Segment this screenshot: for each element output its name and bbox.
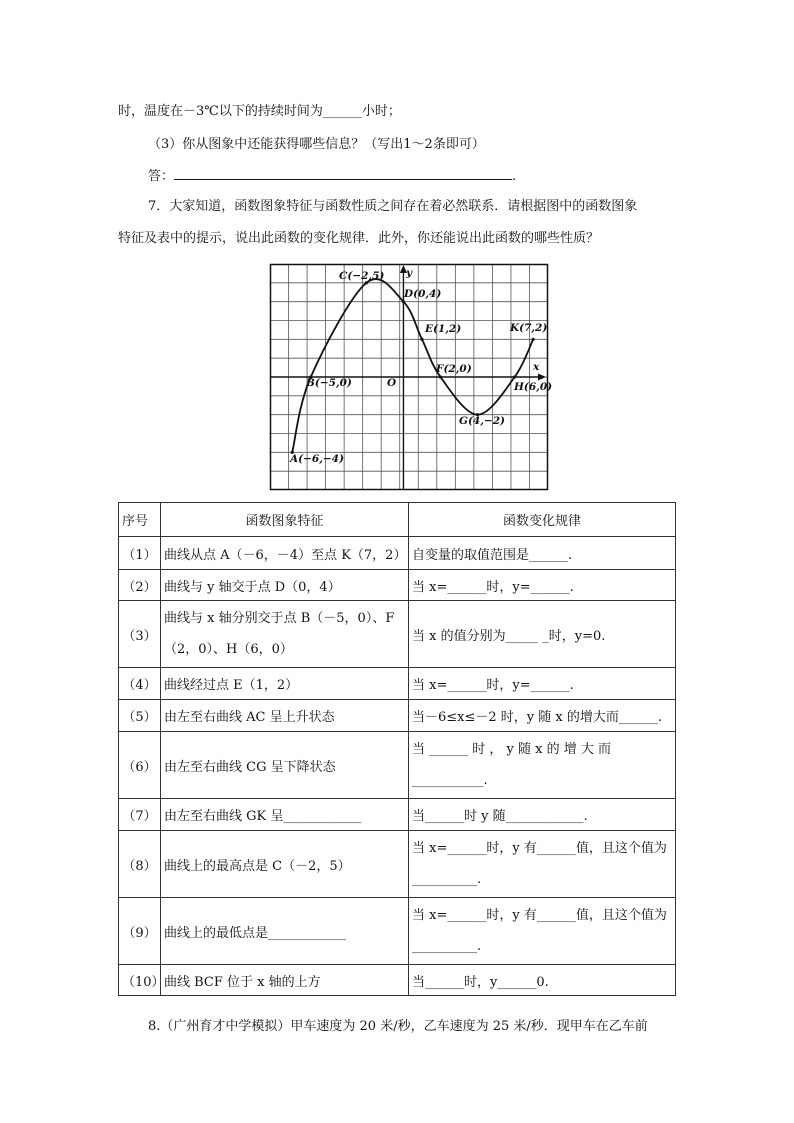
answer-label: 答： [148,169,175,184]
table-row [119,732,676,799]
label-A: A(−6,−4) [290,453,344,465]
point-F [439,375,442,378]
row-number: （4） [119,668,161,700]
row-rule[interactable]: 当______时 y 随____________. [409,799,676,831]
q7-text-line2: 特征及表中的提示，说出此函数的变化规律．此外，你还能说出此函数的哪些性质？ [118,231,600,246]
row-rule[interactable]: 当 x=______时，y=______. [409,570,676,601]
y-axis-label: y [406,267,413,279]
row-feature: 由左至右曲线 AC 呈上升状态 [161,700,409,732]
row-feature: 曲线从点 A（－6，－4）至点 K（7，2） [161,537,409,570]
row-feature: 由左至右曲线 CG 呈下降状态 [161,732,409,799]
row-number: （9） [119,898,161,965]
function-graph [270,264,553,490]
row-number: （6） [119,732,161,799]
label-G: G(4,−2) [459,415,505,427]
label-O: O [387,377,397,389]
table-row [119,601,676,668]
row-number: （3） [119,601,161,668]
q7-text-line1: 7．大家知道，函数图象特征与函数性质之间存在着必然联系．请根据图中的函数图象 [148,199,638,214]
label-F: F(2,0) [436,363,472,375]
table-row [119,570,676,601]
point-H [513,375,516,378]
row-number: （7） [119,799,161,831]
table-row [119,831,676,898]
row-rule[interactable]: 当 x 的值分别为_____ _时，y=0. [409,601,676,668]
table-row [119,965,676,996]
row-rule[interactable]: 当 ______ 时 ， y 随 x 的 增 大 而 ___________. [409,732,676,799]
label-E: E(1,2) [425,323,462,335]
answer-blank[interactable] [174,167,512,180]
row-number: （10） [119,965,161,996]
header-feature: 函数图象特征 [161,503,409,537]
row-rule[interactable]: 自变量的取值范围是______. [409,537,676,570]
row-number: （8） [119,831,161,898]
label-K: K(7,2) [510,322,548,334]
label-D: D(0,4) [404,288,442,300]
row-rule[interactable]: 当 x=______时，y=______. [409,668,676,700]
table-row [119,537,676,570]
row-rule[interactable]: 当 x=______时，y 有______值，且这个值为__________. [409,898,676,965]
row-feature: 曲线与 y 轴交于点 D（0，4） [161,570,409,601]
q6-part3: （3）你从图象中还能获得哪些信息？（写出1～2条即可） [148,137,485,152]
table-row [119,668,676,700]
row-feature: 曲线与 x 轴分别交于点 B（－5，0）、F（2，0）、H（6，0） [161,601,409,668]
row-feature[interactable]: 由左至右曲线 GK 呈____________ [161,799,409,831]
q8-text-line1: 8.（广州育才中学模拟）甲车速度为 20 米/秒，乙车速度为 25 米/秒．现甲车在乙车前 [148,1019,648,1034]
q6-answer-line: 答： . [148,169,517,184]
x-axis-label: x [533,361,540,373]
table-row [119,799,676,831]
label-H: H(6,0) [514,381,553,393]
header-rule: 函数变化规律 [409,503,676,537]
point-D [402,300,405,303]
table-row [119,700,676,732]
row-number: （1） [119,537,161,570]
point-K [532,338,535,341]
table-row [119,898,676,965]
table-header-row [119,503,676,537]
q6-continuation: 时，温度在－3℃以下的持续时间为______小时； [118,104,401,119]
row-rule[interactable]: 当－6≤x≤－2 时，y 随 x 的增大而______. [409,700,676,732]
row-feature: 曲线 BCF 位于 x 轴的上方 [161,965,409,996]
row-number: （2） [119,570,161,601]
header-index: 序号 [119,503,161,537]
row-feature[interactable]: 曲线上的最低点是____________ [161,898,409,965]
label-B: B(−5,0) [306,377,352,389]
point-E [420,338,423,341]
row-feature: 曲线经过点 E（1，2） [161,668,409,700]
label-C: C(−2,5) [339,270,385,282]
x-axis-arrow [538,374,546,381]
row-feature: 曲线上的最高点是 C（－2，5） [161,831,409,898]
row-number: （5） [119,700,161,732]
function-properties-table [118,502,676,996]
row-rule[interactable]: 当 x=______时，y 有______值，且这个值为__________. [409,831,676,898]
row-rule[interactable]: 当______时，y______0. [409,965,676,996]
